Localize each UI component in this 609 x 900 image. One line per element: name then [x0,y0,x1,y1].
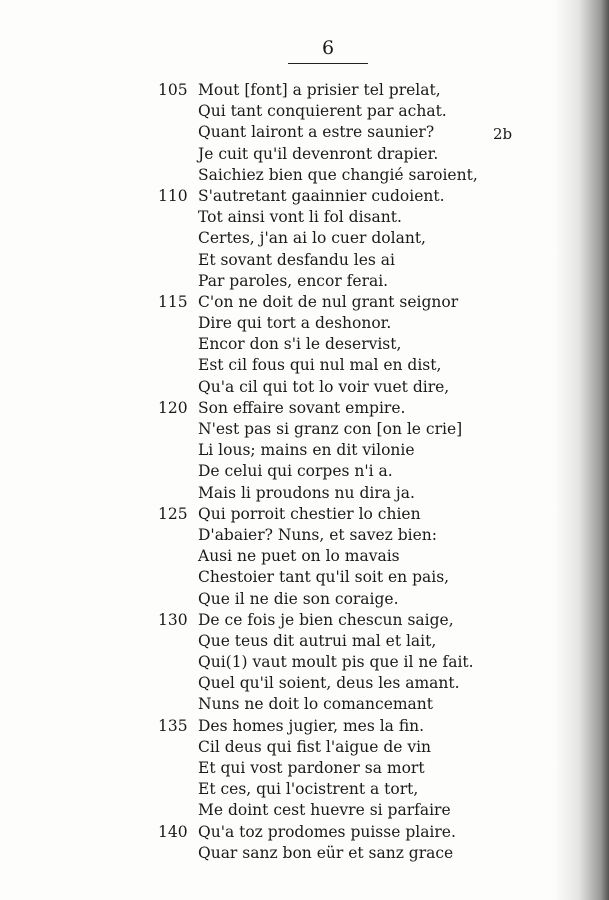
line-number: 130 [158,610,188,629]
verse-text: Et qui vost pardoner sa mort [198,759,425,777]
verse-line [0,567,609,588]
verse-text: Son effaire sovant empire. [198,398,406,417]
verse-text: Tot ainsi vont li fol disant. [198,208,402,227]
verse-line [0,589,609,610]
verse-line [0,610,609,631]
line-number: 105 [158,81,188,99]
line-number: 115 [158,292,188,311]
verse-text: Nuns ne doit lo comancemant [198,695,434,714]
verse-line [0,779,609,800]
verse-text: Me doint cest huevre si parfaire [198,801,451,820]
verse-text: Certes, j'an ai lo cuer dolant, [198,229,426,248]
verse-text: Qu'a cil qui tot lo voir vuet dire, [198,377,450,396]
verse-text: Quel qu'il soient, deus les amant. [198,674,460,693]
verse-text: Et ces, qui l'ocistrent a tort, [198,780,419,799]
verse-line [0,504,609,525]
verse-line [0,737,609,758]
verse-line [0,673,609,694]
verse-text: Je cuit qu'il devenront drapier. [198,144,439,163]
verse-text: Mout [font] a prisier tel prelat, [198,81,441,99]
verse-line [0,758,609,779]
verse-text: Quant lairont a estre saunier? [198,123,435,142]
verse-line [0,440,609,461]
line-number: 125 [158,504,188,523]
verse-line [0,207,609,228]
verse-line [0,716,609,737]
verse-text: Est cil fous qui nul mal en dist, [198,356,442,375]
verse-line [0,822,609,843]
verse-line [0,292,609,313]
poem-text [0,80,609,864]
line-number: 140 [158,822,188,841]
verse-line [0,271,609,292]
verse-line [0,165,609,186]
verse-text: S'autretant gaainnier cudoient. [198,186,445,205]
verse-text: Et sovant desfandu les ai [198,250,395,269]
line-number: 120 [158,398,188,417]
verse-line [0,652,609,673]
verse-line [0,313,609,334]
verse-text: N'est pas si granz con [on le crie] [198,420,463,438]
verse-text: Que teus dit autrui mal et lait, [198,631,437,650]
verse-line [0,144,609,165]
line-number: 135 [158,716,188,735]
verse-text: Cil deus qui fist l'aigue de vin [198,737,432,756]
verse-line [0,80,609,101]
verse-text: Li lous; mains en dit vilonie [198,441,415,460]
verse-text: Encor don s'i le deservist, [198,335,402,354]
verse-line [0,843,609,864]
verse-line [0,483,609,504]
verse-line [0,377,609,398]
verse-line [0,186,609,207]
verse-line [0,461,609,482]
verse-text: Qui tant conquierent par achat. [198,102,447,121]
verse-text: Saichiez bien que changié saroient, [198,165,478,184]
page-number: 6 [288,36,368,64]
verse-text: Qui(1) vaut moult pis que il ne fait. [198,653,474,672]
verse-text: Par paroles, encor ferai. [198,271,389,290]
verse-text: C'on ne doit de nul grant seignor [198,292,459,311]
verse-text: Qui porroit chestier lo chien [198,504,421,523]
verse-line [0,694,609,715]
margin-folio-note: 2b [493,125,513,143]
verse-line [0,419,609,440]
verse-text: Ausi ne puet on lo mavais [198,547,400,566]
line-number: 110 [158,186,188,205]
verse-line [0,228,609,249]
verse-line [0,800,609,821]
verse-line [0,631,609,652]
verse-line [0,101,609,122]
verse-text: De celui qui corpes n'i a. [198,462,393,481]
verse-text: Des homes jugier, mes la fin. [198,716,425,735]
verse-text: Quar sanz bon eür et sanz grace [198,843,454,862]
verse-text: De ce fois je bien chescun saige, [198,610,454,629]
verse-text: D'abaier? Nuns, et savez bien: [198,525,438,544]
verse-line [0,355,609,376]
verse-line [0,525,609,546]
verse-text: Chestoier tant qu'il soit en pais, [198,568,450,587]
verse-text: Qu'a toz prodomes puisse plaire. [198,822,456,841]
verse-line [0,122,609,143]
verse-line [0,334,609,355]
verse-text: Dire qui tort a deshonor. [198,314,392,333]
verse-line [0,250,609,271]
verse-line [0,546,609,567]
verse-line [0,398,609,419]
verse-text: Que il ne die son coraige. [198,589,399,608]
verse-text: Mais li proudons nu dira ja. [198,483,415,502]
